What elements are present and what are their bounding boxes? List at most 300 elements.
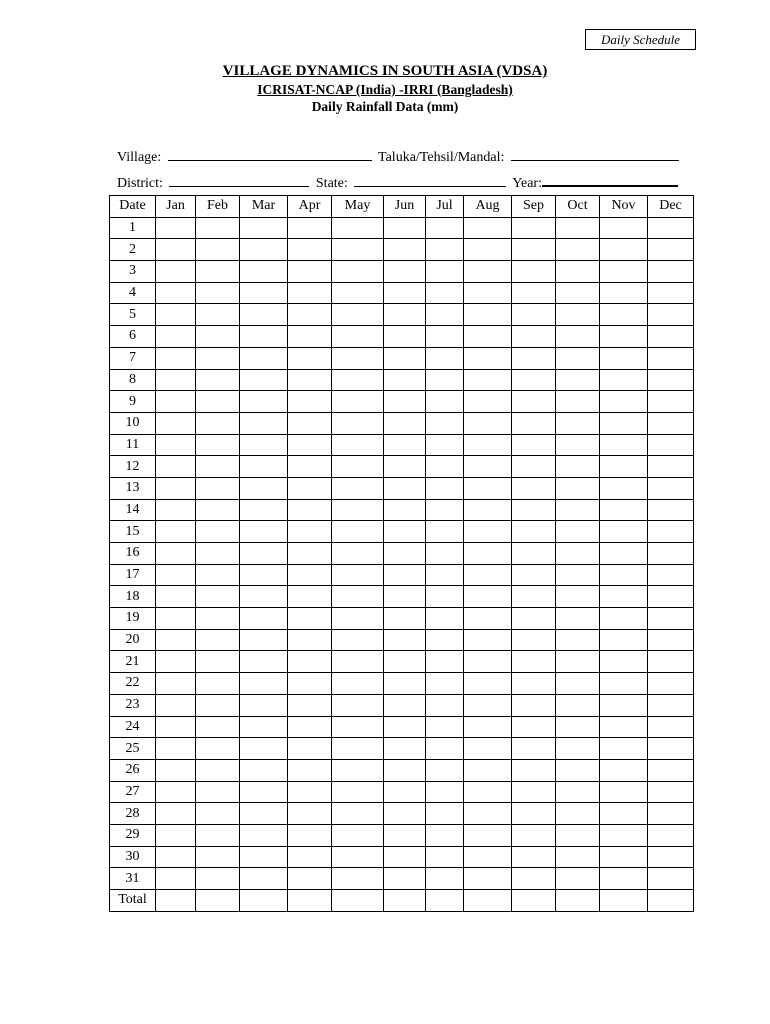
rainfall-cell[interactable]: [384, 456, 426, 478]
rainfall-cell[interactable]: [512, 434, 556, 456]
rainfall-cell[interactable]: [288, 738, 332, 760]
rainfall-cell[interactable]: [600, 304, 648, 326]
rainfall-cell[interactable]: [464, 347, 512, 369]
rainfall-cell[interactable]: [556, 217, 600, 239]
rainfall-cell[interactable]: [196, 803, 240, 825]
rainfall-cell[interactable]: [240, 282, 288, 304]
rainfall-cell[interactable]: [556, 391, 600, 413]
rainfall-cell[interactable]: [156, 846, 196, 868]
rainfall-cell[interactable]: [332, 759, 384, 781]
rainfall-cell[interactable]: [600, 369, 648, 391]
rainfall-cell[interactable]: [648, 586, 694, 608]
rainfall-cell[interactable]: [196, 391, 240, 413]
rainfall-cell[interactable]: [288, 239, 332, 261]
rainfall-cell[interactable]: [196, 347, 240, 369]
rainfall-cell[interactable]: [512, 391, 556, 413]
rainfall-cell[interactable]: [288, 846, 332, 868]
rainfall-cell[interactable]: [464, 846, 512, 868]
rainfall-cell[interactable]: [240, 239, 288, 261]
rainfall-cell[interactable]: [288, 412, 332, 434]
rainfall-cell[interactable]: [600, 781, 648, 803]
rainfall-cell[interactable]: [332, 781, 384, 803]
rainfall-cell[interactable]: [156, 608, 196, 630]
rainfall-cell[interactable]: [600, 738, 648, 760]
rainfall-cell[interactable]: [240, 694, 288, 716]
rainfall-cell[interactable]: [332, 586, 384, 608]
rainfall-cell[interactable]: [426, 868, 464, 890]
rainfall-cell[interactable]: [426, 608, 464, 630]
rainfall-cell[interactable]: [156, 586, 196, 608]
rainfall-cell[interactable]: [464, 890, 512, 912]
rainfall-cell[interactable]: [240, 803, 288, 825]
rainfall-cell[interactable]: [512, 347, 556, 369]
rainfall-cell[interactable]: [648, 564, 694, 586]
rainfall-cell[interactable]: [464, 629, 512, 651]
rainfall-cell[interactable]: [156, 543, 196, 565]
rainfall-cell[interactable]: [512, 261, 556, 283]
rainfall-cell[interactable]: [426, 824, 464, 846]
rainfall-cell[interactable]: [240, 543, 288, 565]
rainfall-cell[interactable]: [464, 586, 512, 608]
rainfall-cell[interactable]: [332, 738, 384, 760]
rainfall-cell[interactable]: [196, 217, 240, 239]
rainfall-cell[interactable]: [556, 586, 600, 608]
rainfall-cell[interactable]: [600, 391, 648, 413]
rainfall-cell[interactable]: [332, 673, 384, 695]
rainfall-cell[interactable]: [600, 499, 648, 521]
rainfall-cell[interactable]: [240, 347, 288, 369]
rainfall-cell[interactable]: [196, 261, 240, 283]
rainfall-cell[interactable]: [332, 456, 384, 478]
rainfall-cell[interactable]: [240, 564, 288, 586]
rainfall-cell[interactable]: [240, 824, 288, 846]
rainfall-cell[interactable]: [426, 217, 464, 239]
rainfall-cell[interactable]: [288, 586, 332, 608]
rainfall-cell[interactable]: [288, 261, 332, 283]
rainfall-cell[interactable]: [288, 543, 332, 565]
rainfall-cell[interactable]: [464, 673, 512, 695]
rainfall-cell[interactable]: [600, 564, 648, 586]
rainfall-cell[interactable]: [384, 282, 426, 304]
rainfall-cell[interactable]: [384, 716, 426, 738]
rainfall-cell[interactable]: [556, 326, 600, 348]
rainfall-cell[interactable]: [600, 586, 648, 608]
rainfall-cell[interactable]: [156, 803, 196, 825]
rainfall-cell[interactable]: [600, 326, 648, 348]
rainfall-cell[interactable]: [426, 282, 464, 304]
rainfall-cell[interactable]: [332, 608, 384, 630]
rainfall-cell[interactable]: [512, 499, 556, 521]
rainfall-cell[interactable]: [556, 304, 600, 326]
year-field[interactable]: [542, 171, 678, 187]
rainfall-cell[interactable]: [288, 651, 332, 673]
rainfall-cell[interactable]: [426, 694, 464, 716]
rainfall-cell[interactable]: [288, 326, 332, 348]
rainfall-cell[interactable]: [512, 608, 556, 630]
rainfall-cell[interactable]: [426, 564, 464, 586]
rainfall-cell[interactable]: [196, 239, 240, 261]
rainfall-cell[interactable]: [556, 846, 600, 868]
rainfall-cell[interactable]: [196, 673, 240, 695]
rainfall-cell[interactable]: [600, 694, 648, 716]
rainfall-cell[interactable]: [288, 391, 332, 413]
rainfall-cell[interactable]: [156, 521, 196, 543]
rainfall-cell[interactable]: [464, 803, 512, 825]
rainfall-cell[interactable]: [426, 434, 464, 456]
rainfall-cell[interactable]: [600, 716, 648, 738]
rainfall-cell[interactable]: [196, 521, 240, 543]
rainfall-cell[interactable]: [648, 456, 694, 478]
rainfall-cell[interactable]: [556, 477, 600, 499]
rainfall-cell[interactable]: [240, 846, 288, 868]
rainfall-cell[interactable]: [464, 282, 512, 304]
rainfall-cell[interactable]: [426, 239, 464, 261]
rainfall-cell[interactable]: [332, 391, 384, 413]
rainfall-cell[interactable]: [600, 629, 648, 651]
rainfall-cell[interactable]: [556, 868, 600, 890]
state-field[interactable]: [354, 172, 506, 187]
rainfall-cell[interactable]: [332, 217, 384, 239]
rainfall-cell[interactable]: [288, 217, 332, 239]
rainfall-cell[interactable]: [464, 477, 512, 499]
rainfall-cell[interactable]: [556, 282, 600, 304]
rainfall-cell[interactable]: [332, 477, 384, 499]
rainfall-cell[interactable]: [240, 868, 288, 890]
rainfall-cell[interactable]: [332, 803, 384, 825]
rainfall-cell[interactable]: [512, 543, 556, 565]
rainfall-cell[interactable]: [648, 347, 694, 369]
rainfall-cell[interactable]: [464, 781, 512, 803]
rainfall-cell[interactable]: [384, 499, 426, 521]
rainfall-cell[interactable]: [196, 326, 240, 348]
rainfall-cell[interactable]: [240, 759, 288, 781]
rainfall-cell[interactable]: [556, 369, 600, 391]
rainfall-cell[interactable]: [512, 868, 556, 890]
rainfall-cell[interactable]: [600, 261, 648, 283]
rainfall-cell[interactable]: [240, 890, 288, 912]
rainfall-cell[interactable]: [556, 499, 600, 521]
rainfall-cell[interactable]: [196, 781, 240, 803]
rainfall-cell[interactable]: [332, 326, 384, 348]
rainfall-cell[interactable]: [426, 499, 464, 521]
rainfall-cell[interactable]: [556, 738, 600, 760]
rainfall-cell[interactable]: [332, 412, 384, 434]
rainfall-cell[interactable]: [464, 391, 512, 413]
rainfall-cell[interactable]: [196, 890, 240, 912]
rainfall-cell[interactable]: [464, 543, 512, 565]
rainfall-cell[interactable]: [648, 781, 694, 803]
rainfall-cell[interactable]: [648, 803, 694, 825]
rainfall-cell[interactable]: [426, 326, 464, 348]
rainfall-cell[interactable]: [512, 521, 556, 543]
rainfall-cell[interactable]: [600, 217, 648, 239]
rainfall-cell[interactable]: [156, 347, 196, 369]
rainfall-cell[interactable]: [556, 456, 600, 478]
rainfall-cell[interactable]: [648, 261, 694, 283]
rainfall-cell[interactable]: [464, 304, 512, 326]
rainfall-cell[interactable]: [648, 543, 694, 565]
rainfall-cell[interactable]: [648, 824, 694, 846]
rainfall-cell[interactable]: [332, 239, 384, 261]
rainfall-cell[interactable]: [156, 868, 196, 890]
rainfall-cell[interactable]: [384, 868, 426, 890]
rainfall-cell[interactable]: [288, 629, 332, 651]
rainfall-cell[interactable]: [332, 543, 384, 565]
rainfall-cell[interactable]: [464, 326, 512, 348]
rainfall-cell[interactable]: [288, 824, 332, 846]
rainfall-cell[interactable]: [464, 608, 512, 630]
rainfall-cell[interactable]: [384, 217, 426, 239]
rainfall-cell[interactable]: [288, 477, 332, 499]
rainfall-cell[interactable]: [196, 434, 240, 456]
rainfall-cell[interactable]: [332, 890, 384, 912]
rainfall-cell[interactable]: [156, 499, 196, 521]
rainfall-cell[interactable]: [648, 608, 694, 630]
rainfall-cell[interactable]: [556, 347, 600, 369]
rainfall-cell[interactable]: [332, 846, 384, 868]
rainfall-cell[interactable]: [240, 673, 288, 695]
rainfall-cell[interactable]: [464, 694, 512, 716]
rainfall-cell[interactable]: [556, 521, 600, 543]
rainfall-cell[interactable]: [288, 803, 332, 825]
rainfall-cell[interactable]: [156, 456, 196, 478]
rainfall-cell[interactable]: [156, 716, 196, 738]
rainfall-cell[interactable]: [648, 716, 694, 738]
rainfall-cell[interactable]: [384, 803, 426, 825]
rainfall-cell[interactable]: [240, 369, 288, 391]
rainfall-cell[interactable]: [426, 347, 464, 369]
rainfall-cell[interactable]: [196, 543, 240, 565]
rainfall-cell[interactable]: [196, 629, 240, 651]
rainfall-cell[interactable]: [556, 434, 600, 456]
rainfall-cell[interactable]: [426, 543, 464, 565]
rainfall-cell[interactable]: [196, 282, 240, 304]
rainfall-cell[interactable]: [156, 564, 196, 586]
rainfall-cell[interactable]: [512, 781, 556, 803]
rainfall-cell[interactable]: [556, 564, 600, 586]
rainfall-cell[interactable]: [556, 543, 600, 565]
district-field[interactable]: [169, 172, 309, 187]
rainfall-cell[interactable]: [600, 651, 648, 673]
rainfall-cell[interactable]: [648, 412, 694, 434]
rainfall-cell[interactable]: [156, 824, 196, 846]
rainfall-cell[interactable]: [464, 369, 512, 391]
rainfall-cell[interactable]: [196, 456, 240, 478]
rainfall-cell[interactable]: [332, 716, 384, 738]
rainfall-cell[interactable]: [556, 803, 600, 825]
rainfall-cell[interactable]: [196, 738, 240, 760]
rainfall-cell[interactable]: [240, 261, 288, 283]
rainfall-cell[interactable]: [384, 521, 426, 543]
rainfall-cell[interactable]: [384, 890, 426, 912]
rainfall-cell[interactable]: [426, 890, 464, 912]
rainfall-cell[interactable]: [648, 694, 694, 716]
rainfall-cell[interactable]: [156, 694, 196, 716]
rainfall-cell[interactable]: [384, 477, 426, 499]
rainfall-cell[interactable]: [464, 651, 512, 673]
rainfall-cell[interactable]: [648, 326, 694, 348]
rainfall-cell[interactable]: [600, 673, 648, 695]
rainfall-cell[interactable]: [600, 824, 648, 846]
rainfall-cell[interactable]: [600, 456, 648, 478]
rainfall-cell[interactable]: [512, 326, 556, 348]
rainfall-cell[interactable]: [512, 239, 556, 261]
rainfall-cell[interactable]: [384, 261, 426, 283]
rainfall-cell[interactable]: [288, 369, 332, 391]
rainfall-cell[interactable]: [512, 759, 556, 781]
rainfall-cell[interactable]: [240, 391, 288, 413]
rainfall-cell[interactable]: [384, 608, 426, 630]
rainfall-cell[interactable]: [648, 673, 694, 695]
rainfall-cell[interactable]: [332, 499, 384, 521]
rainfall-cell[interactable]: [384, 564, 426, 586]
rainfall-cell[interactable]: [512, 477, 556, 499]
rainfall-cell[interactable]: [196, 716, 240, 738]
rainfall-cell[interactable]: [512, 217, 556, 239]
rainfall-cell[interactable]: [156, 651, 196, 673]
rainfall-cell[interactable]: [464, 716, 512, 738]
rainfall-cell[interactable]: [648, 846, 694, 868]
rainfall-cell[interactable]: [288, 781, 332, 803]
rainfall-cell[interactable]: [600, 803, 648, 825]
rainfall-cell[interactable]: [288, 456, 332, 478]
rainfall-cell[interactable]: [556, 239, 600, 261]
rainfall-cell[interactable]: [464, 412, 512, 434]
rainfall-cell[interactable]: [196, 369, 240, 391]
rainfall-cell[interactable]: [196, 499, 240, 521]
rainfall-cell[interactable]: [384, 434, 426, 456]
rainfall-cell[interactable]: [156, 412, 196, 434]
rainfall-cell[interactable]: [464, 456, 512, 478]
rainfall-cell[interactable]: [196, 694, 240, 716]
rainfall-cell[interactable]: [156, 261, 196, 283]
rainfall-cell[interactable]: [288, 890, 332, 912]
rainfall-cell[interactable]: [288, 694, 332, 716]
rainfall-cell[interactable]: [426, 586, 464, 608]
rainfall-cell[interactable]: [240, 477, 288, 499]
rainfall-cell[interactable]: [288, 347, 332, 369]
rainfall-cell[interactable]: [648, 759, 694, 781]
rainfall-cell[interactable]: [648, 217, 694, 239]
rainfall-cell[interactable]: [332, 564, 384, 586]
rainfall-cell[interactable]: [648, 521, 694, 543]
rainfall-cell[interactable]: [196, 477, 240, 499]
rainfall-cell[interactable]: [240, 608, 288, 630]
rainfall-cell[interactable]: [332, 434, 384, 456]
rainfall-cell[interactable]: [648, 434, 694, 456]
rainfall-cell[interactable]: [600, 282, 648, 304]
rainfall-cell[interactable]: [384, 694, 426, 716]
rainfall-cell[interactable]: [156, 673, 196, 695]
rainfall-cell[interactable]: [332, 868, 384, 890]
rainfall-cell[interactable]: [288, 282, 332, 304]
rainfall-cell[interactable]: [384, 586, 426, 608]
rainfall-cell[interactable]: [600, 890, 648, 912]
rainfall-cell[interactable]: [648, 304, 694, 326]
rainfall-cell[interactable]: [240, 738, 288, 760]
rainfall-cell[interactable]: [196, 651, 240, 673]
rainfall-cell[interactable]: [240, 412, 288, 434]
rainfall-cell[interactable]: [332, 521, 384, 543]
village-field[interactable]: [168, 146, 372, 161]
rainfall-cell[interactable]: [384, 629, 426, 651]
rainfall-cell[interactable]: [512, 412, 556, 434]
rainfall-cell[interactable]: [288, 608, 332, 630]
rainfall-cell[interactable]: [648, 369, 694, 391]
rainfall-cell[interactable]: [196, 608, 240, 630]
rainfall-cell[interactable]: [156, 326, 196, 348]
rainfall-cell[interactable]: [600, 846, 648, 868]
rainfall-cell[interactable]: [240, 586, 288, 608]
rainfall-cell[interactable]: [426, 391, 464, 413]
rainfall-cell[interactable]: [240, 629, 288, 651]
rainfall-cell[interactable]: [464, 434, 512, 456]
rainfall-cell[interactable]: [240, 434, 288, 456]
rainfall-cell[interactable]: [332, 369, 384, 391]
rainfall-cell[interactable]: [332, 304, 384, 326]
rainfall-cell[interactable]: [196, 304, 240, 326]
rainfall-cell[interactable]: [648, 738, 694, 760]
rainfall-cell[interactable]: [384, 347, 426, 369]
rainfall-cell[interactable]: [384, 326, 426, 348]
rainfall-cell[interactable]: [156, 738, 196, 760]
rainfall-cell[interactable]: [648, 282, 694, 304]
rainfall-cell[interactable]: [384, 673, 426, 695]
rainfall-cell[interactable]: [556, 608, 600, 630]
rainfall-cell[interactable]: [556, 824, 600, 846]
rainfall-cell[interactable]: [196, 824, 240, 846]
rainfall-cell[interactable]: [648, 651, 694, 673]
rainfall-cell[interactable]: [600, 521, 648, 543]
rainfall-cell[interactable]: [384, 369, 426, 391]
rainfall-cell[interactable]: [384, 738, 426, 760]
rainfall-cell[interactable]: [648, 239, 694, 261]
rainfall-cell[interactable]: [426, 412, 464, 434]
rainfall-cell[interactable]: [156, 434, 196, 456]
rainfall-cell[interactable]: [332, 651, 384, 673]
rainfall-cell[interactable]: [384, 239, 426, 261]
rainfall-cell[interactable]: [600, 608, 648, 630]
rainfall-cell[interactable]: [288, 304, 332, 326]
rainfall-cell[interactable]: [426, 261, 464, 283]
rainfall-cell[interactable]: [240, 651, 288, 673]
rainfall-cell[interactable]: [240, 326, 288, 348]
rainfall-cell[interactable]: [196, 586, 240, 608]
rainfall-cell[interactable]: [600, 239, 648, 261]
rainfall-cell[interactable]: [426, 759, 464, 781]
rainfall-cell[interactable]: [600, 434, 648, 456]
rainfall-cell[interactable]: [426, 369, 464, 391]
rainfall-cell[interactable]: [556, 781, 600, 803]
rainfall-cell[interactable]: [156, 304, 196, 326]
rainfall-cell[interactable]: [288, 434, 332, 456]
rainfall-cell[interactable]: [288, 759, 332, 781]
rainfall-cell[interactable]: [426, 716, 464, 738]
rainfall-cell[interactable]: [600, 477, 648, 499]
rainfall-cell[interactable]: [464, 824, 512, 846]
rainfall-cell[interactable]: [196, 412, 240, 434]
rainfall-cell[interactable]: [464, 738, 512, 760]
taluka-field[interactable]: [511, 146, 679, 161]
rainfall-cell[interactable]: [156, 391, 196, 413]
rainfall-cell[interactable]: [240, 217, 288, 239]
rainfall-cell[interactable]: [648, 629, 694, 651]
rainfall-cell[interactable]: [384, 759, 426, 781]
rainfall-cell[interactable]: [512, 846, 556, 868]
rainfall-cell[interactable]: [556, 629, 600, 651]
rainfall-cell[interactable]: [426, 477, 464, 499]
rainfall-cell[interactable]: [600, 759, 648, 781]
